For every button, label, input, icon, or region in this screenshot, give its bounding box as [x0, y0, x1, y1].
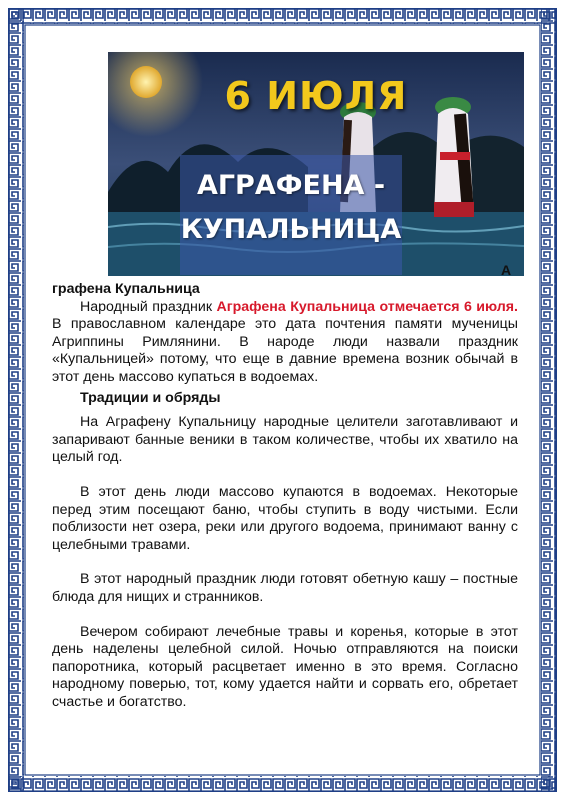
hero-title-line1: АГРАФЕНА -	[196, 170, 386, 201]
paragraph-tradition-1: На Аграфену Купальницу народные целители заготавливают и запаривают банные веники в таком количестве, чтобы их хватило на целый год.	[52, 414, 518, 466]
paragraph-tradition-4: Вечером собирают лечебные травы и коренья, которые в этот день наделены целебной силой. Ночью отправляются на поиски папоротника, который расцветает именно в это время. Согласно народному поверью, тот, кому удается найти и сорвать его, обретает счастье и богатство.	[52, 623, 518, 710]
intro-highlight: Аграфена Купальница отмечается 6 июля.	[216, 298, 518, 315]
section-heading: Традиции и обряды	[80, 389, 221, 406]
article-body	[52, 281, 518, 711]
title-initial-letter: А	[501, 262, 512, 278]
hero-title	[180, 164, 402, 252]
hero-date: 6 ИЮЛЯ	[224, 74, 408, 118]
paragraph-tradition-3: В этот народный праздник люди готовят обетную кашу – постные блюда для нищих и странников.	[52, 571, 518, 605]
article-title: графена Купальница	[52, 281, 200, 297]
hero-title-line2: КУПАЛЬНИЦА	[180, 214, 402, 245]
intro-rest: В православном календаре это дата почтения памяти мученицы Агриппины Римлянини. В народе люди назвали праздник «Купальницей» потому, что еще в давние времена возник обычай в этот день массово купаться в водоемах.	[52, 316, 518, 385]
intro-prefix: Народный праздник	[80, 298, 217, 315]
hero-banner	[108, 52, 524, 276]
paragraph-tradition-2: В этот день люди массово купаются в водоемах. Некоторые перед этим посещают баню, чтобы ступить в воду чистыми. Если поблизости нет озера, реки или другого водоема, принимают ванну с целебными травами.	[52, 483, 518, 553]
paragraph-intro	[52, 299, 518, 387]
